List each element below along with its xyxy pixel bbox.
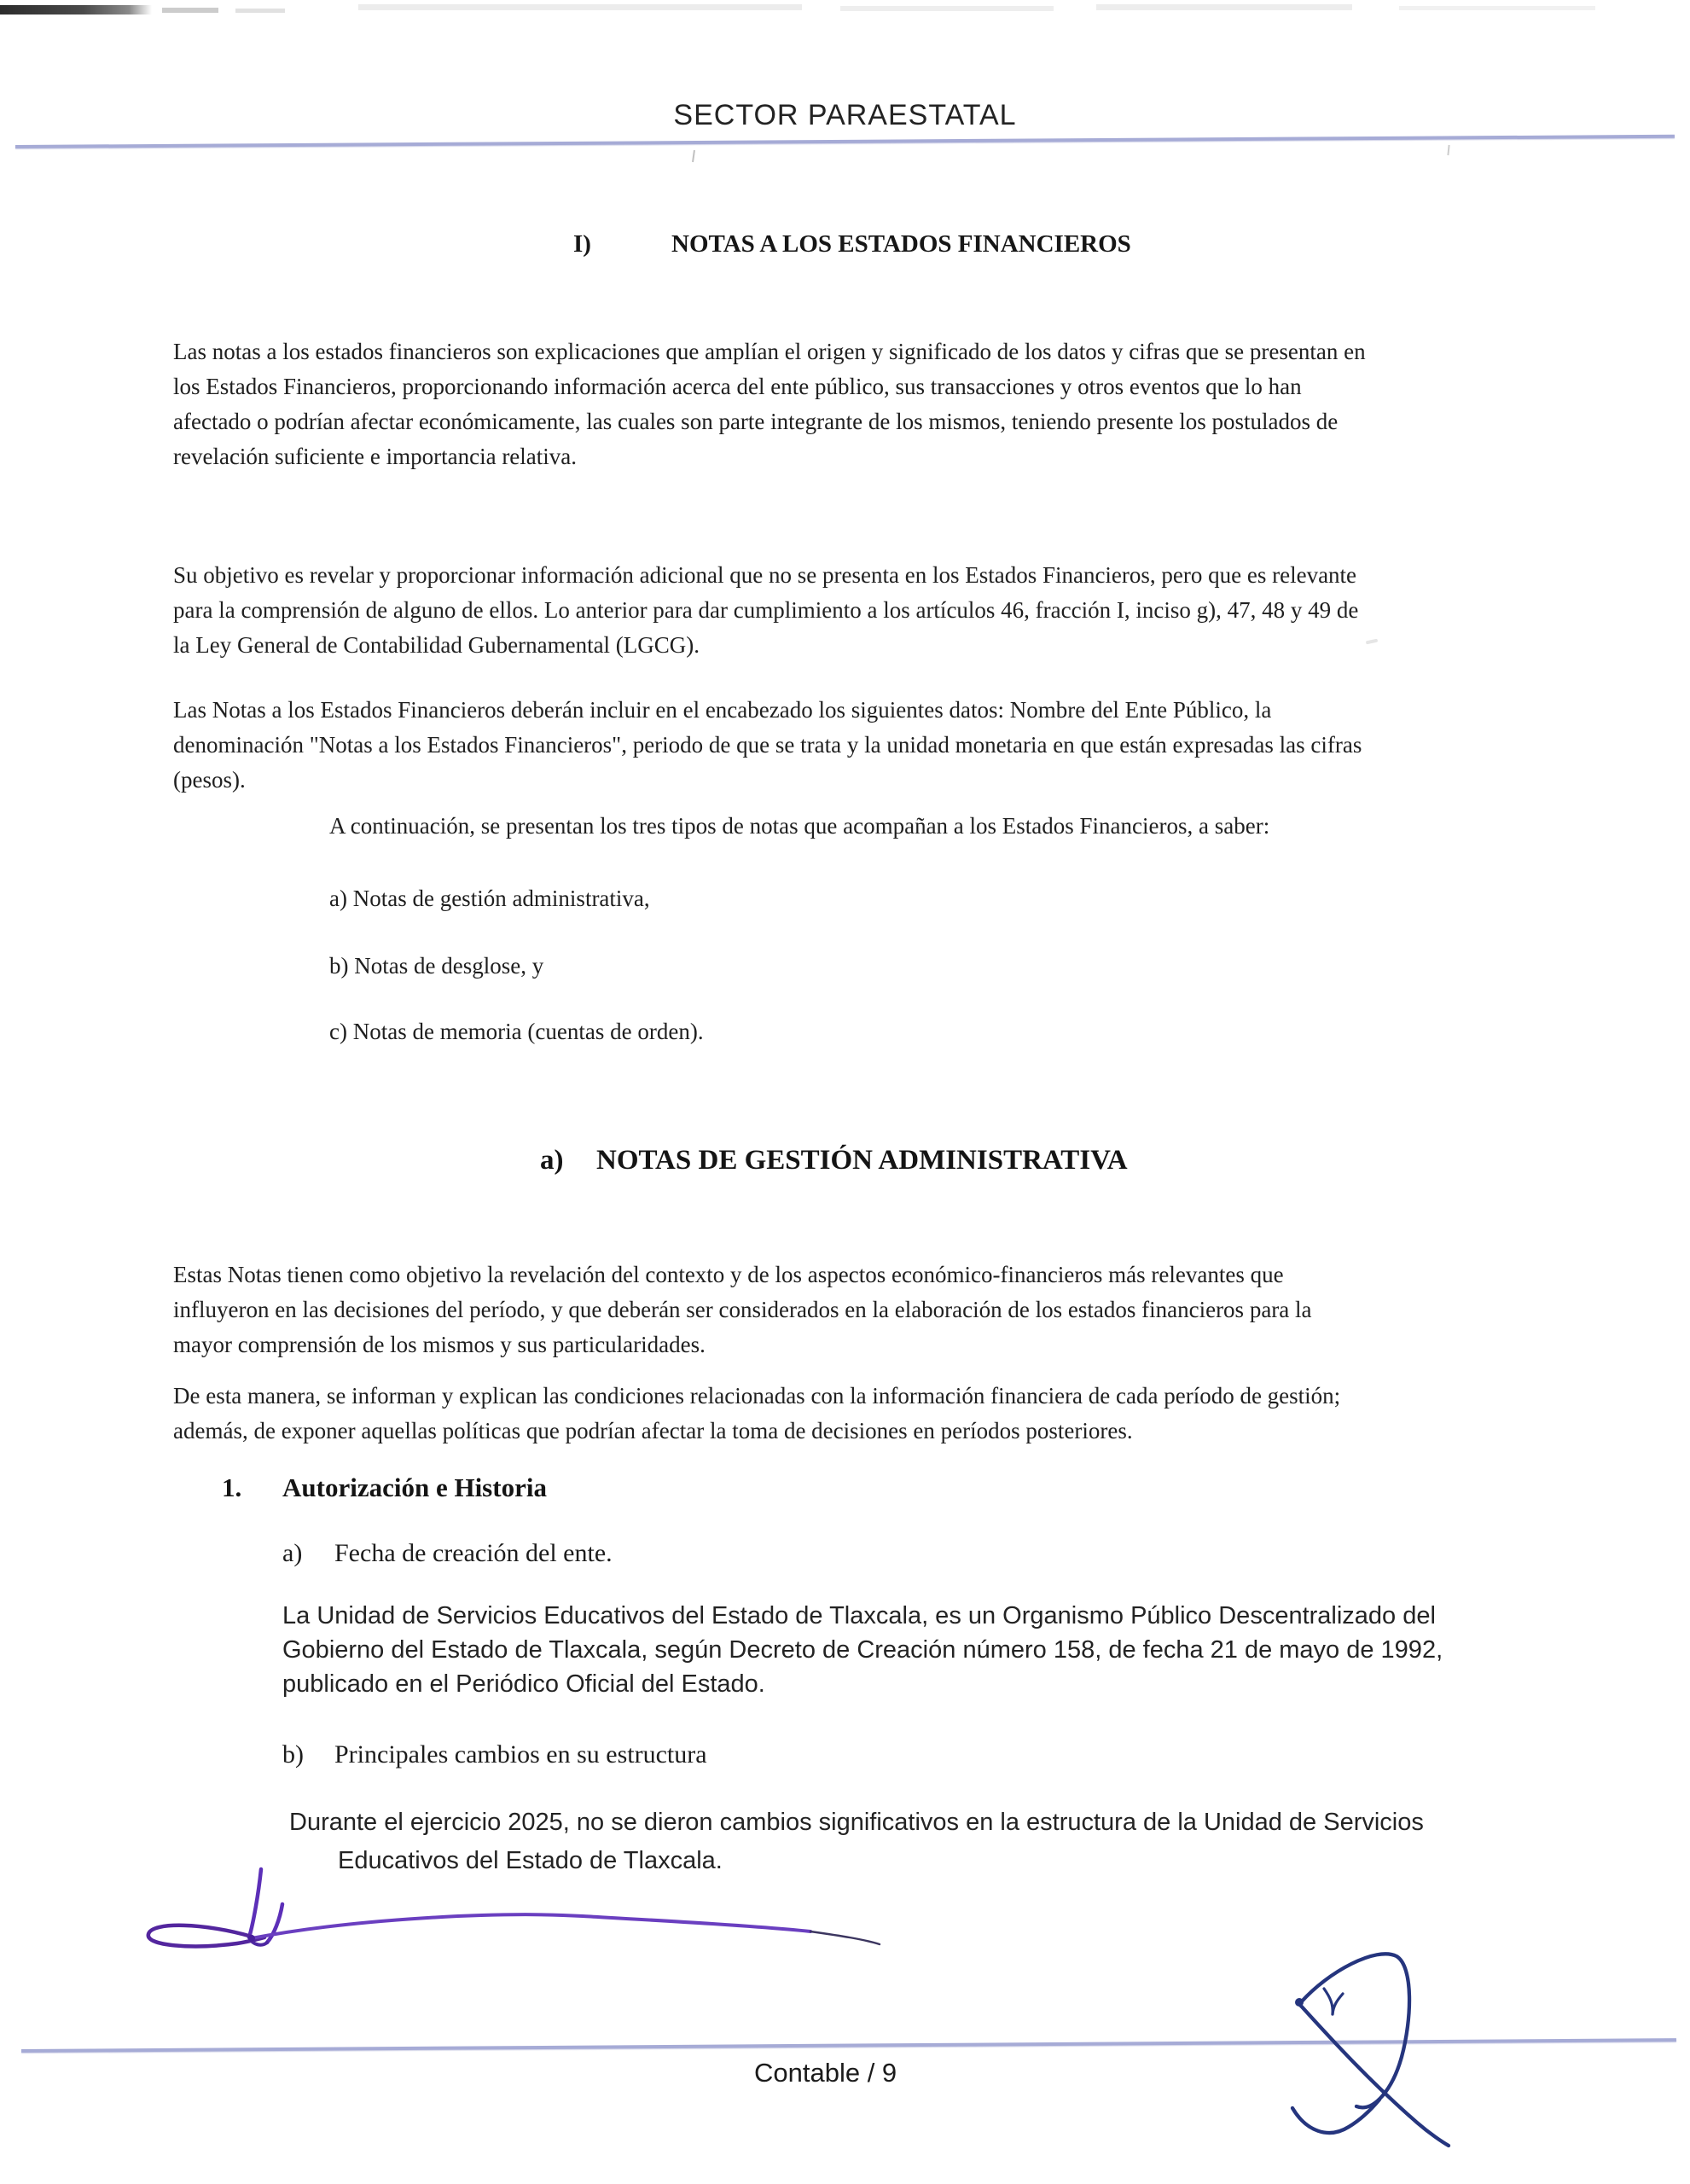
subheading-a-numeral: a) (282, 1539, 303, 1567)
main-heading-label: NOTAS A LOS ESTADOS FINANCIEROS (671, 230, 1131, 258)
main-heading-numeral: I) (573, 230, 591, 258)
text-line: Las notas a los estados financieros son explicaciones que amplían el origen y significado de los datos y cifras que se presentan en (173, 339, 1366, 364)
subheading-b-label: Principales cambios en su estructura (334, 1740, 707, 1769)
scan-artifact-bar (235, 9, 285, 13)
main-heading (573, 230, 1131, 258)
text-line: los Estados Financieros, proporcionando información acerca del ente público, sus transacciones y otros eventos que lo han (173, 374, 1302, 399)
text-line: Educativos del Estado de Tlaxcala. (338, 1847, 723, 1874)
text-line: afectado o podrían afectar económicamente, las cuales son parte integrante de los mismos, teniendo presente los postulados de (173, 409, 1339, 434)
text-line: para la comprensión de alguno de ellos. Lo anterior para dar cumplimiento a los artículos 46, fracción I, inciso g), 47, 48 y 49 de (173, 597, 1359, 623)
text-line: la Ley General de Contabilidad Gubernamental (LGCG). (173, 632, 700, 658)
text-line: Estas Notas tienen como objetivo la revelación del contexto y de los aspectos económico-financieros más relevantes que (173, 1262, 1284, 1287)
scan-artifact-tick (1447, 145, 1449, 155)
paragraph-notes-definition (173, 334, 1513, 474)
text-line: Durante el ejercicio 2025, no se dieron cambios significativos en la estructura de la Unidad de Servicios (289, 1809, 1424, 1836)
paragraph-decreto-creacion (282, 1599, 1506, 1701)
header-divider-line (15, 135, 1675, 148)
text-line: denominación "Notas a los Estados Financieros", periodo de que se trata y la unidad monetaria en que están expresadas las cifras (173, 732, 1362, 758)
list-item-c: c) Notas de memoria (cuentas de orden). (329, 1019, 704, 1044)
footer-page-label: Contable / 9 (754, 2058, 897, 2088)
text-line: revelación suficiente e importancia relativa. (173, 444, 578, 469)
text-line: publicado en el Periódico Oficial del Estado. (282, 1670, 765, 1698)
scan-artifact-smudge (840, 6, 1054, 11)
section-heading-gestion-administrativa (540, 1145, 1128, 1176)
text-line: (pesos). (173, 767, 246, 793)
text-line: Su objetivo es revelar y proporcionar información adicional que no se presenta en los Estados Financieros, pero que es relevante (173, 562, 1357, 588)
text-line: además, de exponer aquellas políticas que podrían afectar la toma de decisiones en períodos posteriores. (173, 1418, 1133, 1443)
text-line: mayor comprensión de los mismos y sus particularidades. (173, 1332, 706, 1357)
text-line: Las Notas a los Estados Financieros deberán incluir en el encabezado los siguientes datos: Nombre del Ente Público, la (173, 697, 1272, 723)
heading-number: 1. (222, 1472, 242, 1502)
section-heading-label: NOTAS DE GESTIÓN ADMINISTRATIVA (596, 1145, 1128, 1176)
footer-divider-line (21, 2038, 1676, 2053)
signature-right-ink (1275, 1924, 1459, 2154)
paragraph-conditions (173, 1379, 1476, 1449)
heading-label: Autorización e Historia (282, 1472, 547, 1502)
subheading-fecha-creacion (282, 1539, 613, 1568)
section-heading-numeral: a) (540, 1145, 564, 1176)
list-item-a: a) Notas de gestión administrativa, (329, 886, 650, 911)
subheading-cambios-estructura (282, 1740, 707, 1769)
subheading-a-label: Fecha de creación del ente. (334, 1539, 613, 1567)
text-line: Gobierno del Estado de Tlaxcala, según Decreto de Creación número 158, de fecha 21 de mayo de 1992, (282, 1636, 1443, 1664)
page-title: SECTOR PARAESTATAL (673, 99, 1017, 131)
paragraph-notes-purpose (173, 1258, 1444, 1362)
paragraph-objective (173, 558, 1513, 663)
list-intro: A continuación, se presentan los tres tipos de notas que acompañan a los Estados Financieros, a saber: (329, 813, 1270, 839)
text-line: La Unidad de Servicios Educativos del Estado de Tlaxcala, es un Organismo Público Descentralizado del (282, 1602, 1436, 1629)
scan-artifact-smudge (1096, 4, 1352, 10)
text-line: De esta manera, se informan y explican las condiciones relacionadas con la información financiera de cada período de gestión; (173, 1383, 1341, 1409)
text-line: influyeron en las decisiones del período, y que deberán ser considerados en la elaboración de los estados financieros para la (173, 1297, 1312, 1322)
scan-artifact-smudge (358, 4, 802, 10)
paragraph-header-requirements (173, 693, 1513, 798)
signature-ink-knot (248, 1935, 255, 1942)
list-item-b: b) Notas de desglose, y (329, 953, 544, 979)
heading-autorizacion-historia (222, 1472, 547, 1503)
scan-artifact-tick (692, 150, 695, 162)
scan-artifact-smudge (1399, 6, 1595, 10)
scan-artifact-bar (0, 5, 152, 15)
scan-artifact-bar (162, 8, 218, 13)
subheading-b-numeral: b) (282, 1740, 304, 1769)
paragraph-ejercicio-2025 (289, 1804, 1497, 1880)
